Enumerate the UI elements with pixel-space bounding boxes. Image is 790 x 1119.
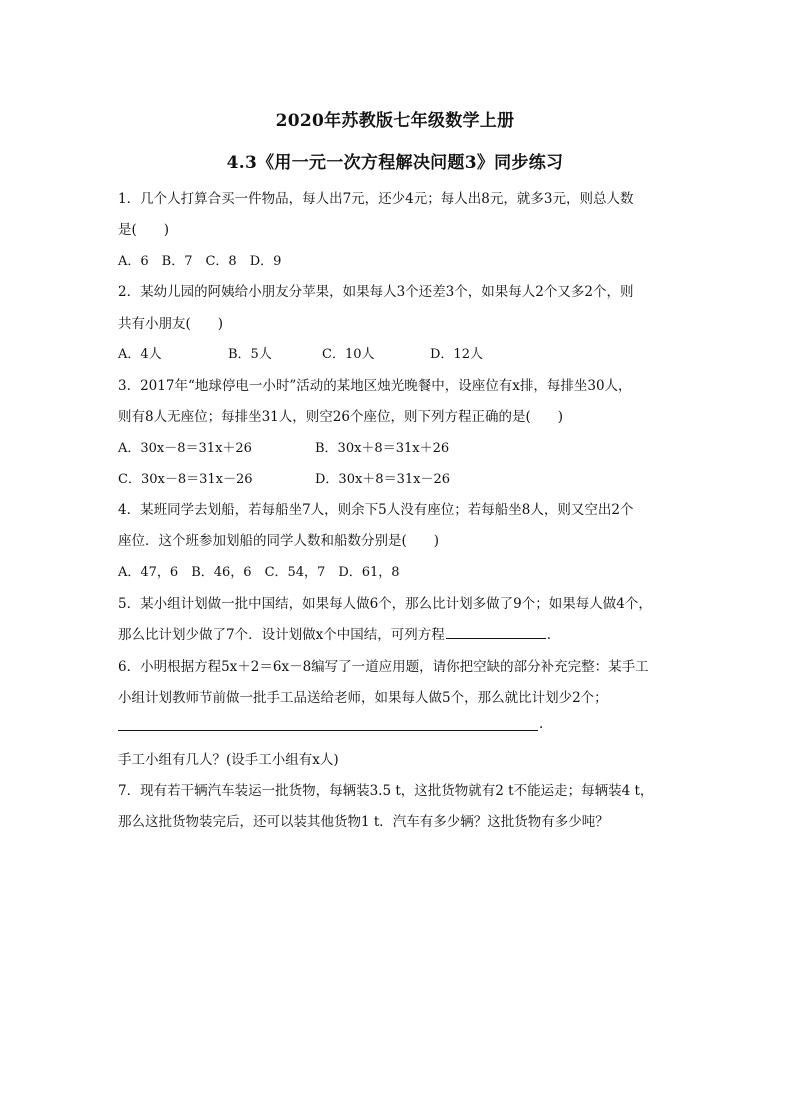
question-2-line-1: 2．某幼儿园的阿姨给小朋友分苹果，如果每人3个还差3个，如果每人2个又多2个，则 <box>118 284 634 300</box>
question-5-line-2 <box>118 623 560 643</box>
question-6-line-3-end: . <box>539 716 544 732</box>
question-3-option-b: B．30x＋8＝31x＋26 <box>315 441 450 456</box>
question-6-line-1: 6．小明根据方程5x＋2＝6x－8编写了一道应用题，请你把空缺的部分补充完整：某手工 <box>118 659 649 675</box>
question-1-line-1: 1．几个人打算合买一件物品，每人出7元，还少4元；每人出8元，就多3元，则总人数 <box>118 191 634 207</box>
question-2-option-b: B．5人 <box>228 347 272 362</box>
question-4-line-2: 座位．这个班参加划船的同学人数和船数分别是( ) <box>118 533 440 549</box>
question-5-line-2-text: 那么比计划少做了7个．设计划做x个中国结，可列方程 <box>118 627 445 643</box>
document-subtitle: 4.3《用一元一次方程解决问题3》同步练习 <box>226 153 564 173</box>
question-2-option-c: C．10人 <box>322 347 375 362</box>
question-7-line-1: 7．现有若干辆汽车装运一批货物，每辆装3.5 t，这批货物就有2 t不能运走；每辆装4 t， <box>118 783 654 799</box>
question-5-line-2-end: ． <box>546 627 561 643</box>
answer-blank-line[interactable] <box>118 730 538 731</box>
question-3-line-1: 3．2017年“地球停电一小时”活动的某地区烛光晚餐中，设座位有x排，每排坐30人， <box>118 378 632 394</box>
question-3-line-2: 则有8人无座位；每排坐31人，则空26个座位，则下列方程正确的是( ) <box>118 409 563 425</box>
document-title: 2020年苏教版七年级数学上册 <box>275 111 515 131</box>
question-4-line-1: 4．某班同学去划船，若每船坐7人，则余下5人没有座位；若每船坐8人，则又空出2个 <box>118 502 634 518</box>
question-4-options: A．47，6 B．46，6 C．54，7 D．61，8 <box>118 565 400 580</box>
question-1-options: A．6 B．7 C．8 D．9 <box>118 254 282 269</box>
question-2-option-a: A．4人 <box>118 347 162 362</box>
question-2-line-2: 共有小朋友( ) <box>118 316 224 332</box>
question-6-line-4: 手工小组有几人？(设手工小组有x人) <box>118 752 339 768</box>
question-6-line-2: 小组计划教师节前做一批手工品送给老师，如果每人做5个，那么就比计划少2个； <box>118 690 608 706</box>
question-7-line-2: 那么这批货物装完后，还可以装其他货物1 t．汽车有多少辆？这批货物有多少吨？ <box>118 814 609 830</box>
question-2-option-d: D．12人 <box>430 347 483 362</box>
question-1-line-2: 是( ) <box>118 222 170 238</box>
question-3-option-a: A．30x－8＝31x＋26 <box>118 441 252 456</box>
question-3-option-c: C．30x－8＝31x－26 <box>118 472 253 487</box>
question-5-line-1: 5．某小组计划做一批中国结，如果每人做6个，那么比计划多做了9个；如果每人做4个， <box>118 596 652 612</box>
question-3-option-d: D．30x＋8＝31x－26 <box>315 472 450 487</box>
answer-blank[interactable] <box>446 626 546 639</box>
